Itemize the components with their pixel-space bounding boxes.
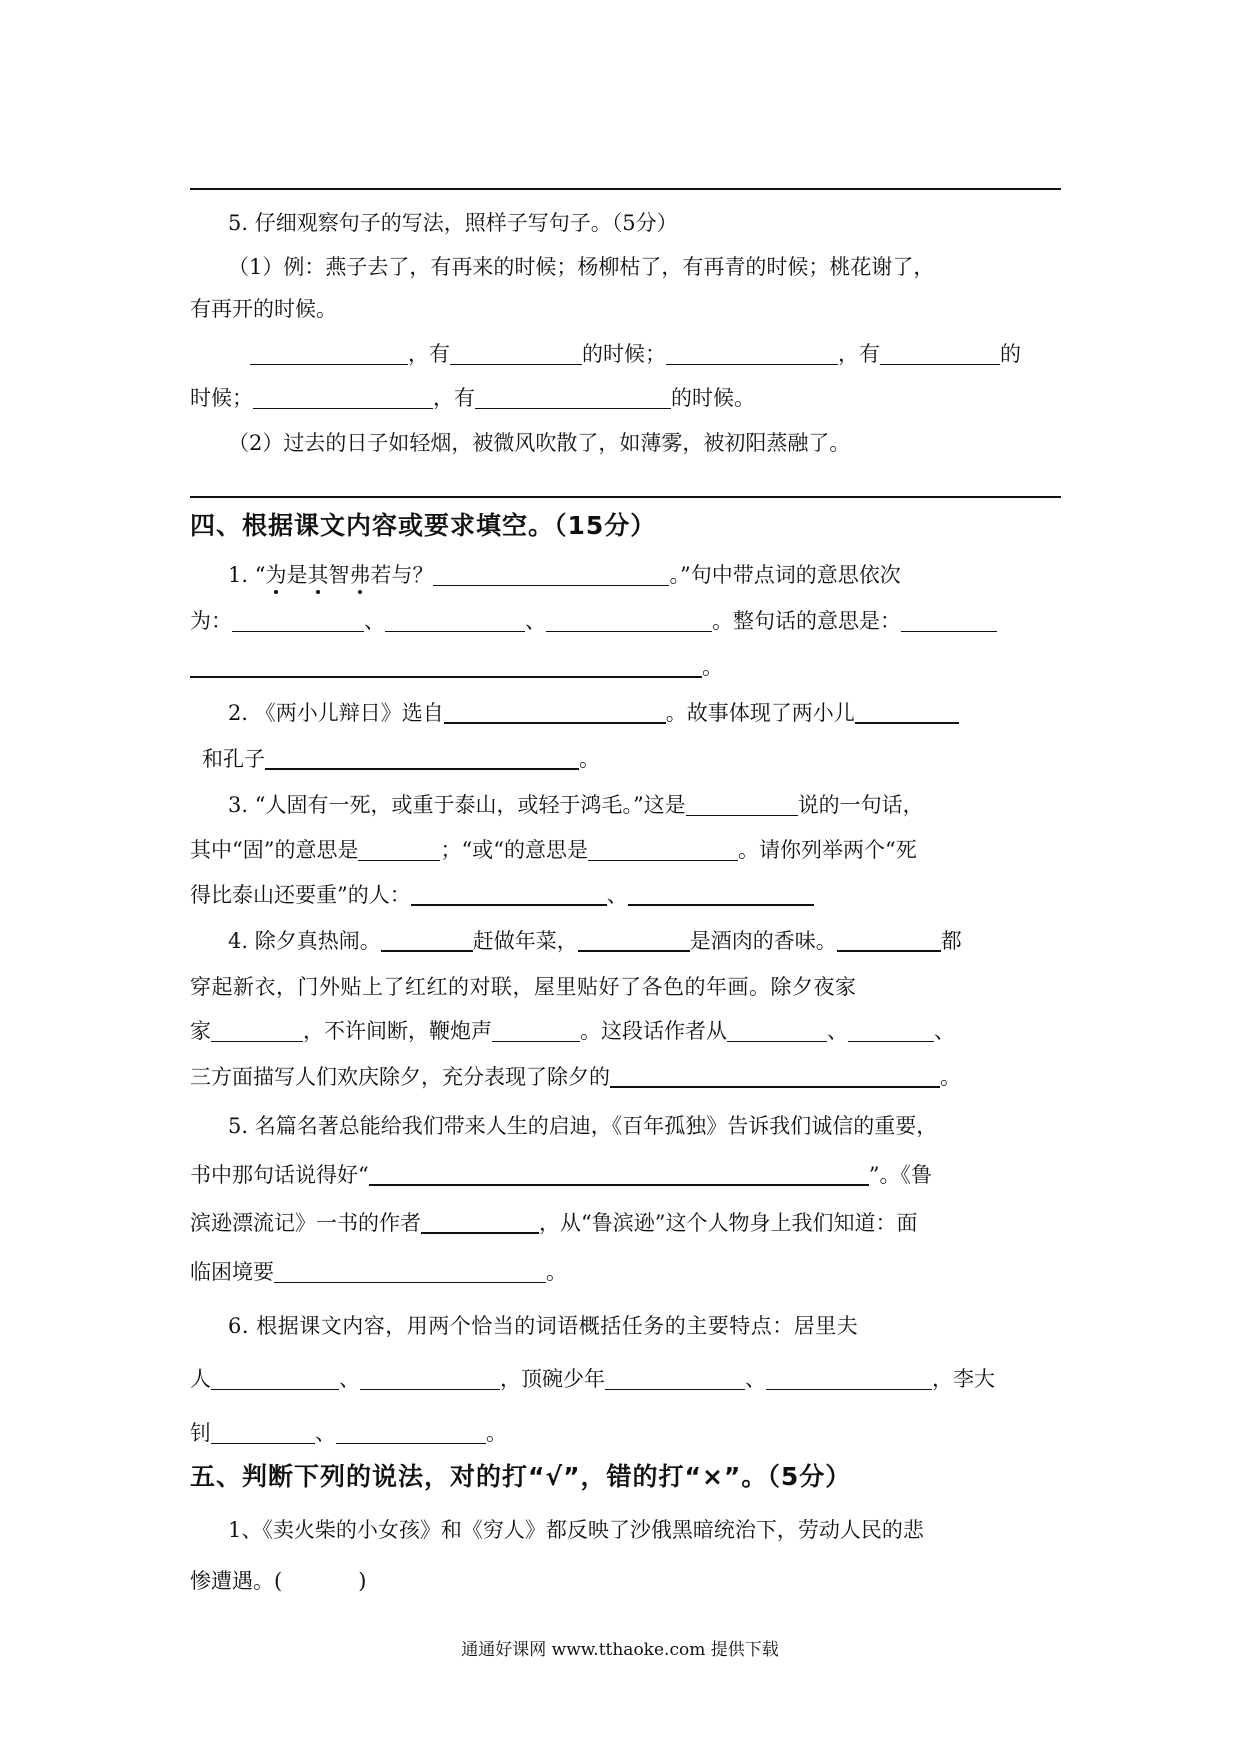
answer-blank[interactable] (727, 1019, 827, 1042)
answer-blank[interactable] (855, 700, 959, 724)
answer-blank[interactable] (369, 1162, 869, 1186)
answer-blank[interactable] (766, 1367, 932, 1390)
q4-5-line-3: 滨逊漂流记》一书的作者 ，从“鲁滨逊”这个人物身上我们知道：面 (190, 1211, 918, 1235)
q5-1-line-2: 惨遭遇。( ) (190, 1569, 367, 1593)
answer-blank[interactable] (190, 654, 702, 678)
q4-2-line-1: 2. 《两小儿辩日》选自 。故事体现了两小儿 (190, 698, 1099, 728)
answer-blank[interactable] (610, 1064, 940, 1088)
section-4-heading: 四、根据课文内容或要求填空。（15分） (190, 511, 657, 540)
answer-blank[interactable] (605, 1367, 745, 1390)
answer-blank[interactable] (385, 609, 525, 632)
answer-blank[interactable] (588, 838, 738, 861)
q4-3-line-1: 3. “人固有一死，或重于泰山，或轻于鸿毛。”这是 说的一句话， (228, 793, 924, 817)
answer-blank[interactable] (274, 1260, 546, 1283)
answer-blank[interactable] (880, 342, 1000, 365)
answer-blank[interactable] (360, 1367, 500, 1390)
q4-4-line-2: 穿起新衣，门外贴上了红红的对联，屋里贴好了各色的年画。除夕夜家 (190, 975, 857, 999)
q4-2-line-2: 和孔子 。 (202, 747, 600, 771)
q4-5-line-2: 书中那句话说得好“ ”。《鲁 (190, 1163, 932, 1187)
answer-blank[interactable] (628, 882, 814, 906)
answer-blank[interactable] (901, 609, 997, 632)
answer-blank[interactable] (433, 563, 669, 586)
q3-5-example-1-cont: 有再开的时候。 (190, 297, 337, 321)
answer-blank[interactable] (232, 609, 364, 632)
answer-blank[interactable] (253, 386, 433, 409)
answer-blank[interactable] (666, 342, 838, 365)
q4-5-line-4: 临困境要 。 (190, 1260, 567, 1284)
q5-1-line-1: 1、《卖火柴的小女孩》和《穷人》都反映了沙俄黑暗统治下，劳动人民的悲 (228, 1518, 924, 1542)
q3-5-fill-line-a: ，有 的时候； ，有 的 (190, 339, 1121, 369)
q4-6-line-1: 6. 根据课文内容，用两个恰当的词语概括任务的主要特点：居里夫 (228, 1314, 859, 1338)
q4-4-line-1: 4. 除夕真热闹。 赶做年菜， 是酒肉的香味。 都 (228, 929, 962, 953)
answer-blank[interactable] (211, 1019, 303, 1042)
answer-blank[interactable] (211, 1421, 315, 1444)
q4-1-line-1: 1. “为是其智弗若与？ 。”句中带点词的意思依次 (228, 563, 901, 587)
q3-5-example-2: （2）过去的日子如轻烟，被微风吹散了，如薄雾，被初阳蒸融了。 (228, 431, 851, 455)
footer-credit: 通通好课网 www.tthaoke.com 提供下载 (461, 1640, 779, 1660)
dotted-char: 其 (307, 563, 329, 587)
answer-blank[interactable] (336, 1421, 486, 1444)
q4-1-line-2: 为： 、 、 。整句话的意思是： (190, 606, 1061, 636)
q4-6-line-2: 人 、 ，顶碗少年 、 ，李大 (190, 1367, 995, 1391)
q3-5-fill-line-b: 时候； ，有 的时候。 (190, 386, 755, 410)
dotted-char: 弗 (349, 563, 371, 587)
answer-blank[interactable] (265, 746, 579, 770)
answer-blank[interactable] (686, 793, 798, 816)
answer-blank[interactable] (848, 1019, 934, 1042)
answer-blank[interactable] (546, 609, 712, 632)
q3-5-example-1: （1）例：燕子去了，有再来的时候；杨柳枯了，有再青的时候；桃花谢了， (228, 255, 935, 279)
q4-4-line-4: 三方面描写人们欢庆除夕，充分表现了除夕的 。 (190, 1065, 961, 1089)
section-divider (190, 496, 1061, 498)
q4-3-line-3: 得比泰山还要重”的人： 、 (190, 880, 1061, 910)
answer-blank[interactable] (421, 1210, 539, 1234)
dotted-char: 为 (265, 563, 287, 587)
answer-blank[interactable] (492, 1019, 580, 1042)
answer-blank[interactable] (444, 700, 666, 724)
section-5-heading: 五、判断下列的说法，对的打“√”，错的打“×”。（5分） (190, 1462, 852, 1491)
q4-1-line-3: 。 (190, 652, 1061, 682)
answer-blank[interactable] (358, 838, 440, 861)
answer-blank[interactable] (381, 928, 473, 952)
answer-blank[interactable] (475, 386, 671, 409)
q4-3-line-2: 其中“固”的意思是 ；“或“的意思是 。请你列举两个“死 (190, 838, 917, 862)
answer-blank[interactable] (450, 342, 582, 365)
answer-blank[interactable] (411, 882, 607, 906)
q3-5-title: 5. 仔细观察句子的写法，照样子写句子。（5分） (228, 211, 678, 235)
answer-blank[interactable] (578, 928, 690, 952)
answer-blank[interactable] (250, 342, 408, 365)
q4-5-line-1: 5. 名篇名著总能给我们带来人生的启迪，《百年孤独》告诉我们诚信的重要， (228, 1114, 938, 1138)
q4-4-line-3: 家 ，不许间断，鞭炮声 。这段话作者从 、 、 (190, 1019, 955, 1043)
top-divider (190, 188, 1061, 190)
answer-blank[interactable] (211, 1367, 339, 1390)
answer-blank[interactable] (837, 928, 941, 952)
q4-6-line-3: 钊 、 。 (190, 1421, 507, 1445)
